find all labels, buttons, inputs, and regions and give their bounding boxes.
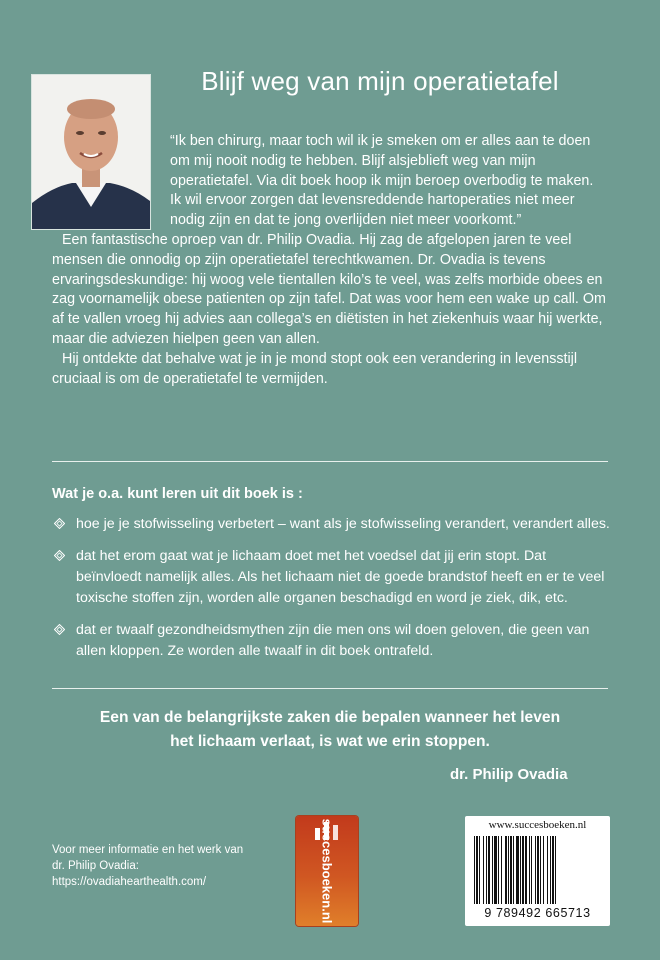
list-item-text: dat het erom gaat wat je lichaam doet met het voedsel dat jij erin stopt. Dat beïnvloedt namelijk alles. Als het lichaam niet de goede brandstof heeft en er te veel toxische stoffen zijn, worden alle organen beschadigd en word je ziek, dik, etc. <box>76 548 605 606</box>
page-title: Blijf weg van mijn operatietafel <box>201 66 559 96</box>
list-item <box>52 514 612 535</box>
closing-statement <box>52 706 608 754</box>
diamond-bullet-icon <box>54 550 65 561</box>
closing-line-1: Een van de belangrijkste zaken die bepalen wanneer het leven <box>99 709 561 726</box>
list-item-text: hoe je je stofwisseling verbetert – want als je stofwisseling verandert, verandert alles. <box>76 516 610 532</box>
barcode <box>465 816 610 926</box>
divider-bottom <box>52 688 608 689</box>
intro-paragraph-1: Een fantastische oproep van dr. Philip Ovadia. Hij zag de afgelopen jaren te veel mensen die onnodig op zijn operatietafel terechtkwamen. Dr. Ovadia is tevens ervaringsdeskundige: hij woog vele tientallen kilo’s te veel, was zelfs morbide obees en zag voornamelijk obese patienten op zijn tafel. Dat was voor hem een wake up call. Om af te vallen vroeg hij advies aan collega’s en diëtisten in het ziekenhuis waar hij werkte, maar die adviezen hielpen geen van allen. <box>52 231 606 347</box>
learn-list <box>52 514 612 673</box>
diamond-bullet-icon <box>54 518 65 529</box>
more-info <box>52 842 262 890</box>
publisher-logo-text: succesboeken.nl <box>319 818 335 924</box>
barcode-url: www.succesboeken.nl <box>488 819 587 831</box>
learn-heading: Wat je o.a. kunt leren uit dit boek is : <box>52 486 303 502</box>
intro-quote: “Ik ben chirurg, maar toch wil ik je smeken om er alles aan te doen om mij nooit nodig te hebben. Blijf alsjeblieft weg van mijn operatietafel. Via dit boek hoop ik mijn beroep overbodig te maken. Ik wil ervoor zorgen dat levensreddende hartoperaties niet meer nodig zijn en dat te jong overlijden niet meer voorkomt.” <box>170 133 594 229</box>
more-info-link[interactable]: https://ovadiahearthealth.com/ <box>52 876 207 888</box>
intro-paragraph-2: Hij ontdekte dat behalve wat je in je mond stopt ook een verandering in levensstijl cruciaal is om de operatietafel te vermijden. <box>52 350 577 387</box>
list-item <box>52 546 612 609</box>
divider-top <box>52 461 608 462</box>
diamond-bullet-icon <box>54 624 65 635</box>
intro-text <box>52 132 608 389</box>
barcode-bars <box>472 836 603 904</box>
author-name: dr. Philip Ovadia <box>450 766 568 783</box>
closing-line-2: het lichaam verlaat, is wat we erin stoppen. <box>170 733 490 750</box>
list-item-text: dat er twaalf gezondheidsmythen zijn die men ons wil doen geloven, die geen van allen kloppen. Ze worden alle twaalf in dit boek ontrafeld. <box>76 622 590 659</box>
publisher-logo <box>296 816 358 926</box>
more-info-line-1: Voor meer informatie en het werk van <box>52 844 244 856</box>
more-info-line-2: dr. Philip Ovadia: <box>52 860 139 872</box>
list-item <box>52 620 612 662</box>
barcode-number: 9 789492 665713 <box>484 906 591 920</box>
